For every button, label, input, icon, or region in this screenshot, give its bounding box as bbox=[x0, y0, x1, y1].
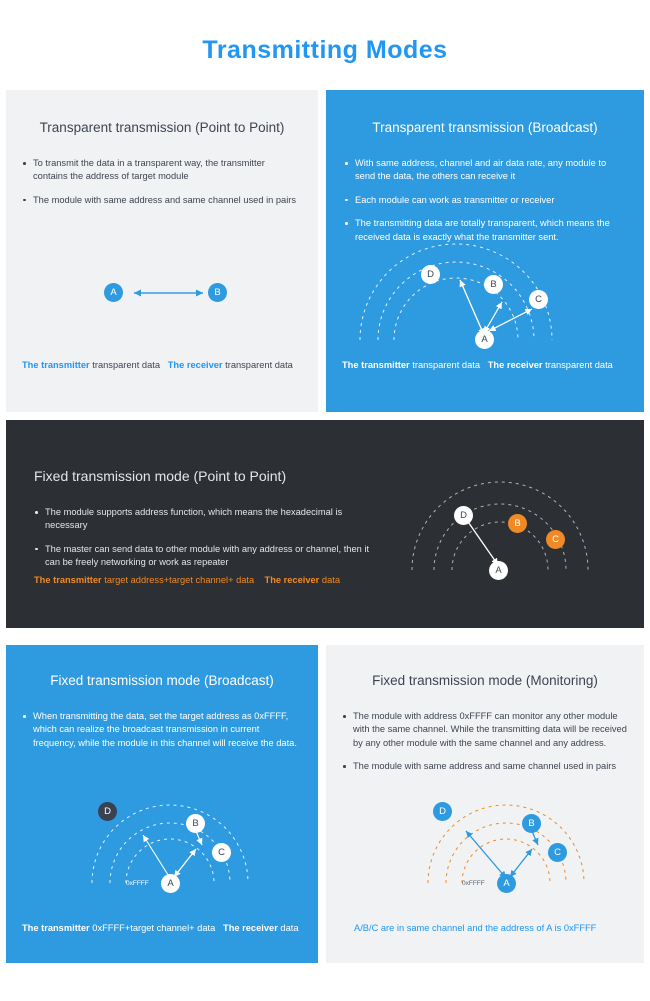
footnote-transmitter-label: The transmitter bbox=[22, 923, 90, 933]
node-c: C bbox=[212, 843, 231, 862]
node-a: A bbox=[489, 561, 508, 580]
node-c: C bbox=[529, 290, 548, 309]
panel-heading: Transparent transmission (Broadcast) bbox=[372, 120, 598, 135]
footnote-transmitter-label: The transmitter bbox=[34, 575, 102, 585]
list-item: The module with same address and same channel used in pairs bbox=[22, 194, 300, 207]
node-b: B bbox=[522, 814, 541, 833]
diagram-fixed-p2p bbox=[386, 420, 644, 628]
page-title: Transmitting Modes bbox=[202, 36, 448, 64]
node-b: B bbox=[508, 514, 527, 533]
footnote-transmitter-value: transparent data bbox=[412, 360, 480, 370]
panel-heading: Fixed transmission mode (Point to Point) bbox=[34, 468, 287, 484]
list-item: With same address, channel and air data rate, any module to send the data, the others can receive it bbox=[344, 157, 624, 184]
panel-heading: Fixed transmission mode (Monitoring) bbox=[372, 673, 598, 688]
node-c: C bbox=[546, 530, 565, 549]
list-item: The module with same address and same channel used in pairs bbox=[342, 760, 630, 773]
footnote bbox=[34, 575, 340, 585]
bullet-list bbox=[34, 506, 374, 570]
panel-transparent-point-to-point bbox=[6, 90, 318, 412]
node-c: C bbox=[548, 843, 567, 862]
list-item: Each module can work as transmitter or receiver bbox=[344, 194, 624, 207]
footnote-receiver-label: The receiver bbox=[167, 360, 223, 370]
footnote-receiver-label: The receiver bbox=[264, 575, 320, 585]
wave-graphic bbox=[326, 645, 644, 963]
list-item: The module with address 0xFFFF can monitor any other module with the same channel. While the transmitting data will be received by any other module with the same channel and any address. bbox=[342, 710, 630, 750]
diagram-monitoring bbox=[326, 645, 644, 963]
node-a: A bbox=[104, 283, 123, 302]
node-b: B bbox=[484, 275, 503, 294]
list-item: The master can send data to other module with any address or channel, then it can be freely networking or work as repeater bbox=[34, 543, 374, 570]
list-item: The transmitting data are totally transparent, which means the received data is exactly what the transmitter sent. bbox=[344, 217, 624, 244]
footnote-transmitter-value: 0xFFFF+target channel+ data bbox=[92, 923, 216, 933]
panel-heading: Transparent transmission (Point to Point) bbox=[39, 120, 285, 135]
node-d: D bbox=[98, 802, 117, 821]
footnote bbox=[342, 360, 613, 370]
footnote-transmitter-value: transparent data bbox=[92, 360, 160, 370]
footnote bbox=[22, 360, 293, 370]
footnote-transmitter-label: The transmitter bbox=[22, 360, 90, 370]
panel-heading: Fixed transmission mode (Broadcast) bbox=[50, 673, 274, 688]
wave-graphic bbox=[6, 645, 318, 963]
footnote: A/B/C are in same channel and the address of A is 0xFFFF bbox=[354, 923, 597, 933]
list-item: When transmitting the data, set the target address as 0xFFFF, which can realize the broadcast transmission in current frequency, while the module in this channel will receive the data. bbox=[22, 710, 300, 750]
footnote-transmitter-label: The transmitter bbox=[342, 360, 410, 370]
node-a: A bbox=[475, 330, 494, 349]
node-b: B bbox=[186, 814, 205, 833]
node-d: D bbox=[454, 506, 473, 525]
footnote bbox=[22, 923, 299, 933]
footnote-receiver-value: data bbox=[321, 575, 341, 585]
node-b: B bbox=[208, 283, 227, 302]
panel-fixed-point-to-point bbox=[6, 420, 644, 628]
list-item: To transmit the data in a transparent way, the transmitter contains the address of target module bbox=[22, 157, 300, 184]
address-label: 0xFFFF bbox=[462, 880, 485, 887]
footnote-receiver-value: transparent data bbox=[225, 360, 293, 370]
panel-transparent-broadcast bbox=[326, 90, 644, 412]
footnote-receiver-value: transparent data bbox=[545, 360, 613, 370]
node-a: A bbox=[161, 874, 180, 893]
address-label: 0xFFFF bbox=[126, 880, 149, 887]
node-a: A bbox=[497, 874, 516, 893]
list-item: The module supports address function, which means the hexadecimal is necessary bbox=[34, 506, 374, 533]
footnote-receiver-label: The receiver bbox=[223, 923, 278, 933]
node-d: D bbox=[433, 802, 452, 821]
node-d: D bbox=[421, 265, 440, 284]
footnote-transmitter-value: target address+target channel+ data bbox=[104, 575, 255, 585]
diagram-fixed-broadcast bbox=[6, 645, 318, 963]
footnote-receiver-value: data bbox=[280, 923, 299, 933]
panel-fixed-broadcast bbox=[6, 645, 318, 963]
panel-fixed-monitoring bbox=[326, 645, 644, 963]
footnote-receiver-label: The receiver bbox=[487, 360, 543, 370]
